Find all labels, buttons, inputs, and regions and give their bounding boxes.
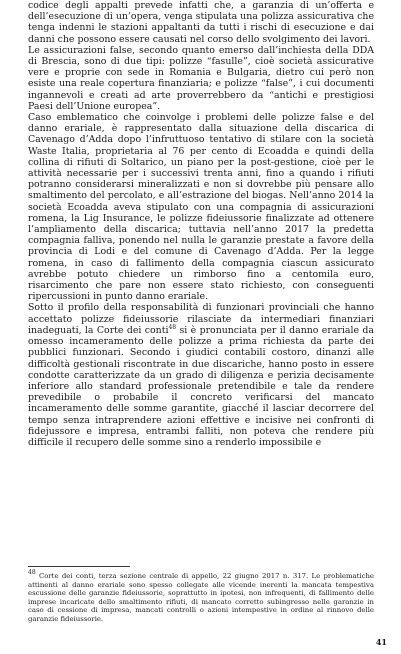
footnote-separator (28, 566, 130, 567)
paragraph-4 (28, 302, 374, 448)
body-text (28, 0, 374, 448)
page-number: 41 (375, 637, 387, 647)
paragraph-4-before-ref: Sotto il profilo della responsabilità di funzionari provinciali che hanno accettato polizze fideiussorie rilasciate da intermediari finanziari inadeguati, la Corte dei conti (28, 302, 374, 336)
paragraph-2: Le assicurazioni false, secondo quanto emerso dall’inchiesta della DDA di Brescia, sono di due tipi: polizze “fasulle”, cioè società assicurative vere e proprie con sede in Romania e Bulgaria, dietro cui però non esiste una reale copertura finanziaria; e polizze “false”, i cui documenti ingannevoli e creati ad arte proverrebbero da “antichi e prestigiosi Paesi dell’Unione europea”. (28, 44, 374, 112)
footnote-text: Corte dei conti, terza sezione centrale di appello, 22 giugno 2017 n. 317. Le problematiche attinenti al danno erariale sono spesso collegate alle vicende inerenti la mancata tempestiva escussione delle garanzie fideiussorie, soprattutto in ipotesi, non infrequenti, di fallimento delle imprese incaricate dello smaltimento rifiuti, di mancato corretto subingresso nelle garanzie in caso di cessione di impresa, mancati controlli o azioni intempestive in ordine al rinnovo delle garanzie fideiussorie. (28, 572, 374, 623)
paragraph-1: codice degli appalti prevede infatti che, a garanzia di un’offerta e dell’esecuzione di un’opera, venga stipulata una polizza assicurativa che tenga indenni le stazioni appaltanti da tutti i rischi di esecuzione e dai danni che possono essere causati nel corso dello svolgimento dei lavori. (28, 0, 374, 45)
page-body (28, 0, 374, 448)
footnote-number: 48 (28, 569, 36, 576)
paragraph-3: Caso emblematico che coinvolge i problemi delle polizze false e del danno erariale, è rappresentato dalla situazione della discarica di Cavenago d’Adda dopo l’infruttuoso tentativo di stilare con la società Waste Italia, proprietaria al 76 per cento di Ecoadda e quindi della collina di rifiuti di Soltarico, un piano per la post-gestione, cioè per le attività necessarie per i successivi trenta anni, fino a quando i rifiuti potranno considerarsi mineralizzati e non si dovrebbe più pensare allo smaltimento del percolato, e all’estrazione del biogas. Nell’anno 2014 la società Ecoadda aveva stipulato con una compagnia di assicurazioni romena, la Lig Insurance, le polizze fideiussorie finalizzate ad ottenere l’ampliamento della discarica; tuttavia nell’anno 2017 la predetta compagnia falliva, ponendo nel nulla le garanzie prestate a favore della provincia di Lodi e del comune di Cavenago d’Adda. Per la legge romena, in caso di fallimento della compagnia ciascun assicurato avrebbe potuto chiedere un rimborso fino a centomila euro, risarcimento che pare non essere stato richiesto, con conseguenti ripercussioni in punto danno erariale. (28, 112, 374, 303)
footnote (28, 569, 374, 623)
footnote-reference[interactable]: 48 (168, 323, 177, 331)
footnote-paragraph (28, 569, 374, 623)
paragraph-4-after-ref: si è pronunciata per il danno erariale da omesso incameramento delle polizze a prima richiesta da parte dei pubblici funzionari. Secondo i giudici contabili costoro, dinanzi alle difficoltà gestionali riscontrate in due discariche, hanno posto in essere condotte caratterizzate da un grado di diligenza e perizia decisamente inferiore allo standard professionale pretendibile e tale da rendere prevedibile o probabile il concreto verificarsi del mancato incameramento delle somme garantite, giacché il lasciar decorrere del tempo senza intraprendere azioni effettive e incisive nei confronti di fidejussore e impresa, entrambi falliti, non poteva che rendere più difficile il recupero delle somme sino a renderlo impossibile e (28, 324, 374, 448)
